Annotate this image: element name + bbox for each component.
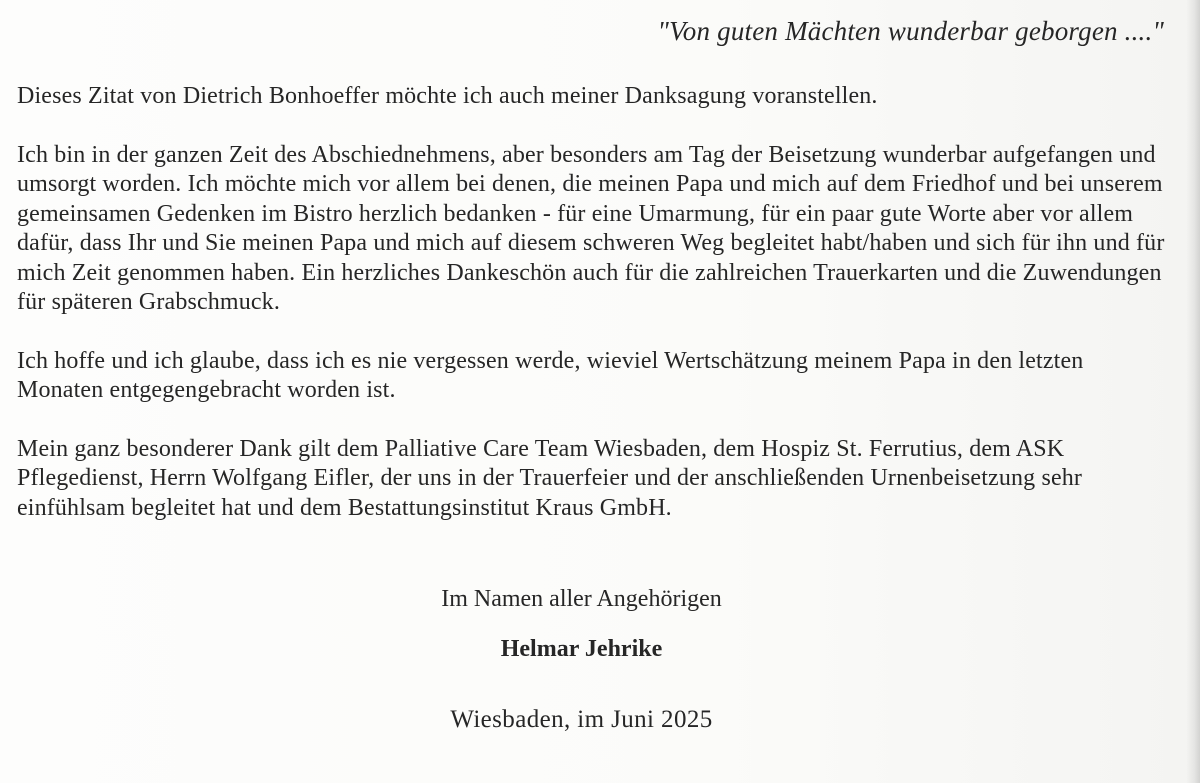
paragraph-special-thanks: Mein ganz besonderer Dank gilt dem Palliative Care Team Wiesbaden, dem Hospiz St. Ferrutius, dem ASK Pflegedienst, Herrn Wolfgang Eifler, der uns in der Trauerfeier und der anschließenden Urnenbeisetzung sehr einfühlsam begleitet hat und dem Bestattungsinstitut Kraus GmbH. [17,435,1083,521]
signer-name: Helmar Jehrike [500,636,663,662]
paragraph-appreciation: Ich hoffe und ich glaube, dass ich es nie vergessen werde, wieviel Wertschätzung meinem Papa in den letzten Monaten entgegengebracht worden ist. [17,347,1084,403]
bonhoeffer-quote: "Von guten Mächten wunderbar geborgen ...." [657,16,1164,46]
place-date: Wiesbaden, im Juni 2025 [450,706,713,733]
page-edge-shadow [1186,0,1200,783]
paragraph-intro: Dieses Zitat von Dietrich Bonhoeffer möchte ich auch meiner Danksagung voranstellen. [17,83,878,109]
signoff-line: Im Namen aller Angehörigen [441,586,722,612]
paragraph-thanks: Ich bin in der ganzen Zeit des Abschiednehmens, aber besonders am Tag der Beisetzung wunderbar aufgefangen und umsorgt worden. Ich möchte mich vor allem bei denen, die meinen Papa und mich auf dem Friedhof und bei unserem gemeinsamen Gedenken im Bistro herzlich bedanken - für eine Umarmung, für ein paar gute Worte aber vor allem dafür, dass Ihr und Sie meinen Papa und mich auf diesem schweren Weg begleitet habt/haben und sich für ihn und für mich Zeit genommen haben. Ein herzliches Dankeschön auch für die zahlreichen Trauerkarten und die Zuwendungen für späteren Grabschmuck. [17,141,1165,315]
letter-body [17,82,1167,523]
